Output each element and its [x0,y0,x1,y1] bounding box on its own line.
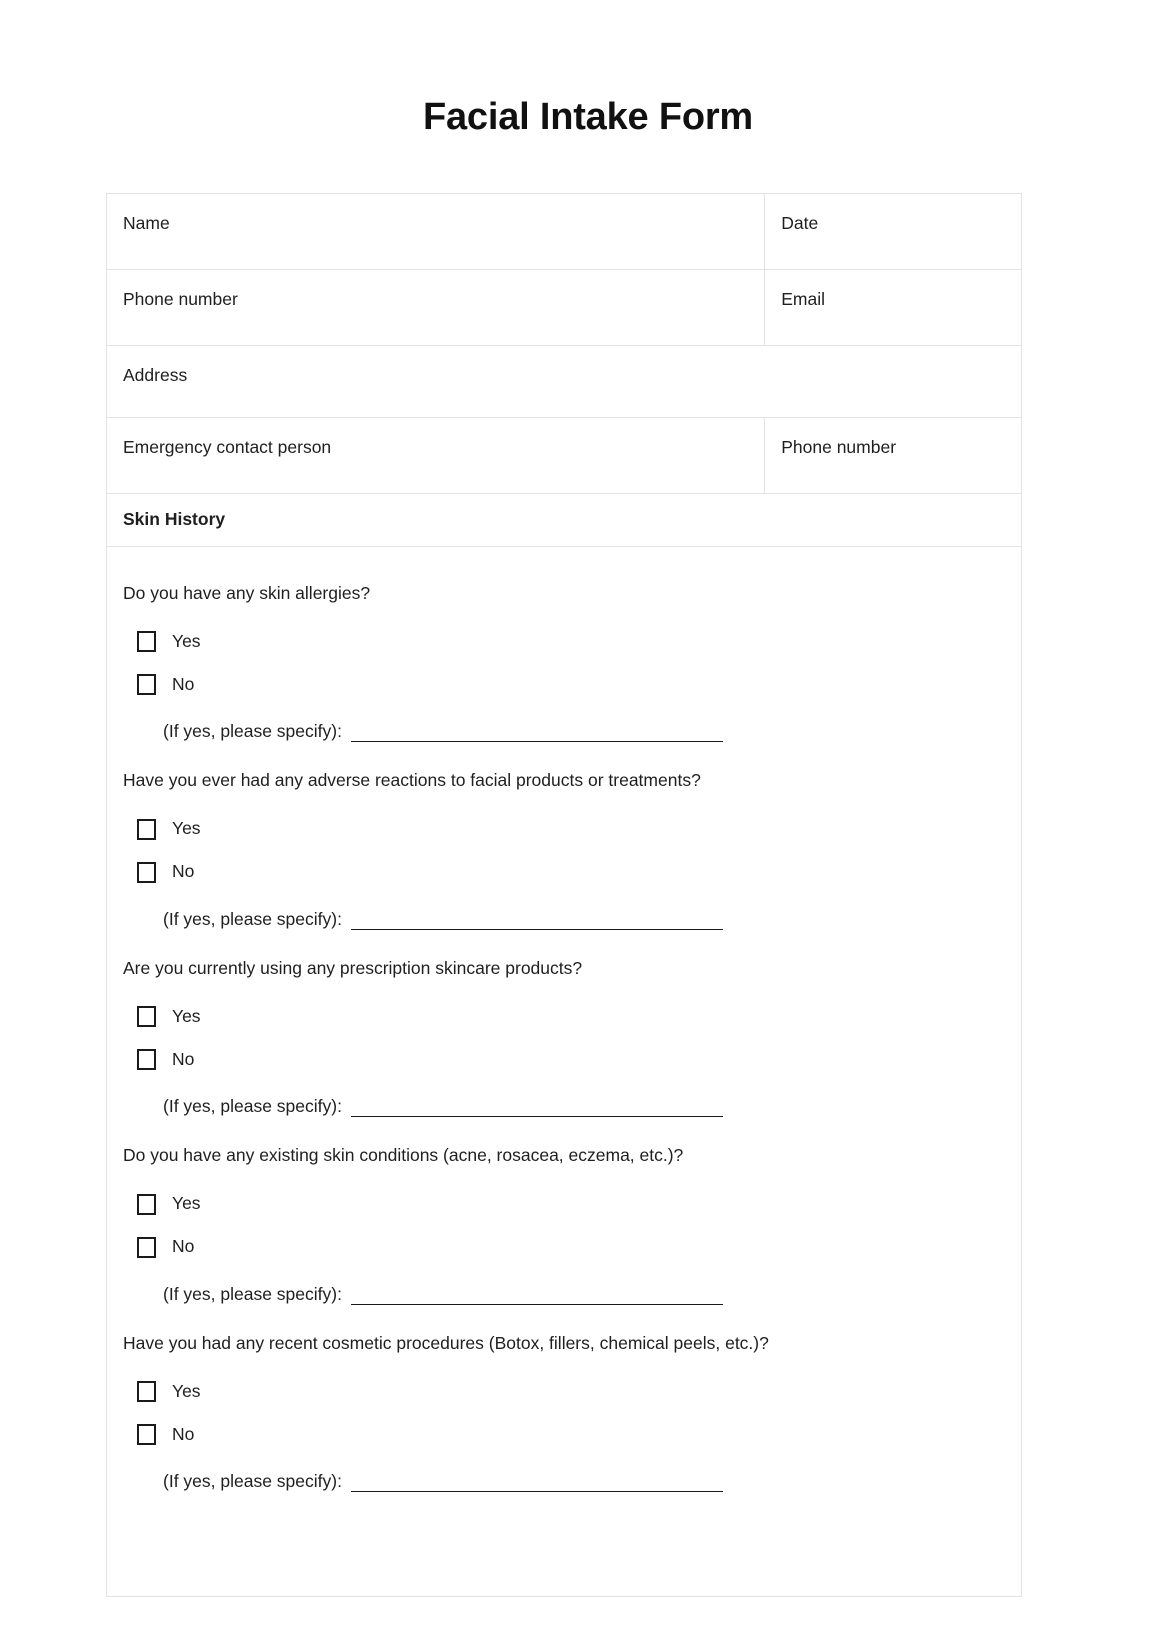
specify-label: (If yes, please specify): [163,1096,342,1117]
option-row-yes[interactable] [123,631,1005,652]
checkbox-icon[interactable] [137,1006,156,1027]
table-row [107,270,1022,346]
specify-row [163,1096,1005,1117]
specify-row [163,1284,1005,1305]
field-label-emergency-contact-person[interactable]: Emergency contact person [107,418,765,494]
table-row [107,494,1022,547]
specify-input-line[interactable] [351,915,723,930]
skin-history-body [107,546,1022,1596]
question-text: Do you have any skin allergies? [123,582,371,603]
specify-row [163,1471,1005,1492]
option-row-no[interactable] [123,1237,1005,1258]
table-row [107,194,1022,270]
option-label: No [172,1423,195,1444]
patient-info-table [106,193,1022,1597]
specify-input-line[interactable] [351,1477,723,1492]
table-row [107,546,1022,1596]
option-row-yes[interactable] [123,1006,1005,1027]
option-row-no[interactable] [123,862,1005,883]
option-label: No [172,861,195,882]
question-block-1 [123,581,1005,743]
specify-input-line[interactable] [351,1102,723,1117]
question-text: Have you ever had any adverse reactions to facial products or treatments? [123,770,701,791]
specify-label: (If yes, please specify): [163,908,342,929]
checkbox-icon[interactable] [137,674,156,695]
checkbox-icon[interactable] [137,1194,156,1215]
specify-label: (If yes, please specify): [163,1471,342,1492]
field-label-name[interactable]: Name [107,194,765,270]
option-label: No [172,1236,195,1257]
section-heading-skin-history: Skin History [107,494,1022,547]
option-row-yes[interactable] [123,819,1005,840]
checkbox-icon[interactable] [137,819,156,840]
option-row-yes[interactable] [123,1194,1005,1215]
question-block-5 [123,1331,1005,1493]
question-block-3 [123,956,1005,1118]
checkbox-icon[interactable] [137,1381,156,1402]
field-label-email[interactable]: Email [765,270,1022,346]
specify-row [163,721,1005,742]
specify-label: (If yes, please specify): [163,721,342,742]
option-label: No [172,673,195,694]
specify-label: (If yes, please specify): [163,1283,342,1304]
field-label-emergency-phone-number[interactable]: Phone number [765,418,1022,494]
option-row-yes[interactable] [123,1381,1005,1402]
checkbox-icon[interactable] [137,1237,156,1258]
field-label-address[interactable]: Address [107,346,1022,418]
option-label: Yes [172,1193,201,1214]
option-label: Yes [172,1005,201,1026]
page-title: Facial Intake Form [422,96,754,138]
checkbox-icon[interactable] [137,1424,156,1445]
option-label: Yes [172,630,201,651]
question-block-4 [123,1143,1005,1305]
option-row-no[interactable] [123,674,1005,695]
option-label: Yes [172,1380,201,1401]
field-label-phone-number[interactable]: Phone number [107,270,765,346]
table-row [107,346,1022,418]
specify-input-line[interactable] [351,1290,723,1305]
specify-row [163,909,1005,930]
field-label-date[interactable]: Date [765,194,1022,270]
checkbox-icon[interactable] [137,1049,156,1070]
question-text: Do you have any existing skin conditions (acne, rosacea, eczema, etc.)? [123,1145,684,1166]
option-label: No [172,1048,195,1069]
option-row-no[interactable] [123,1424,1005,1445]
checkbox-icon[interactable] [137,862,156,883]
option-row-no[interactable] [123,1049,1005,1070]
option-label: Yes [172,818,201,839]
checkbox-icon[interactable] [137,631,156,652]
specify-input-line[interactable] [351,727,723,742]
question-block-2 [123,768,1005,930]
question-text: Are you currently using any prescription skincare products? [123,957,583,978]
question-text: Have you had any recent cosmetic procedures (Botox, fillers, chemical peels, etc.)? [123,1332,769,1353]
table-row [107,418,1022,494]
